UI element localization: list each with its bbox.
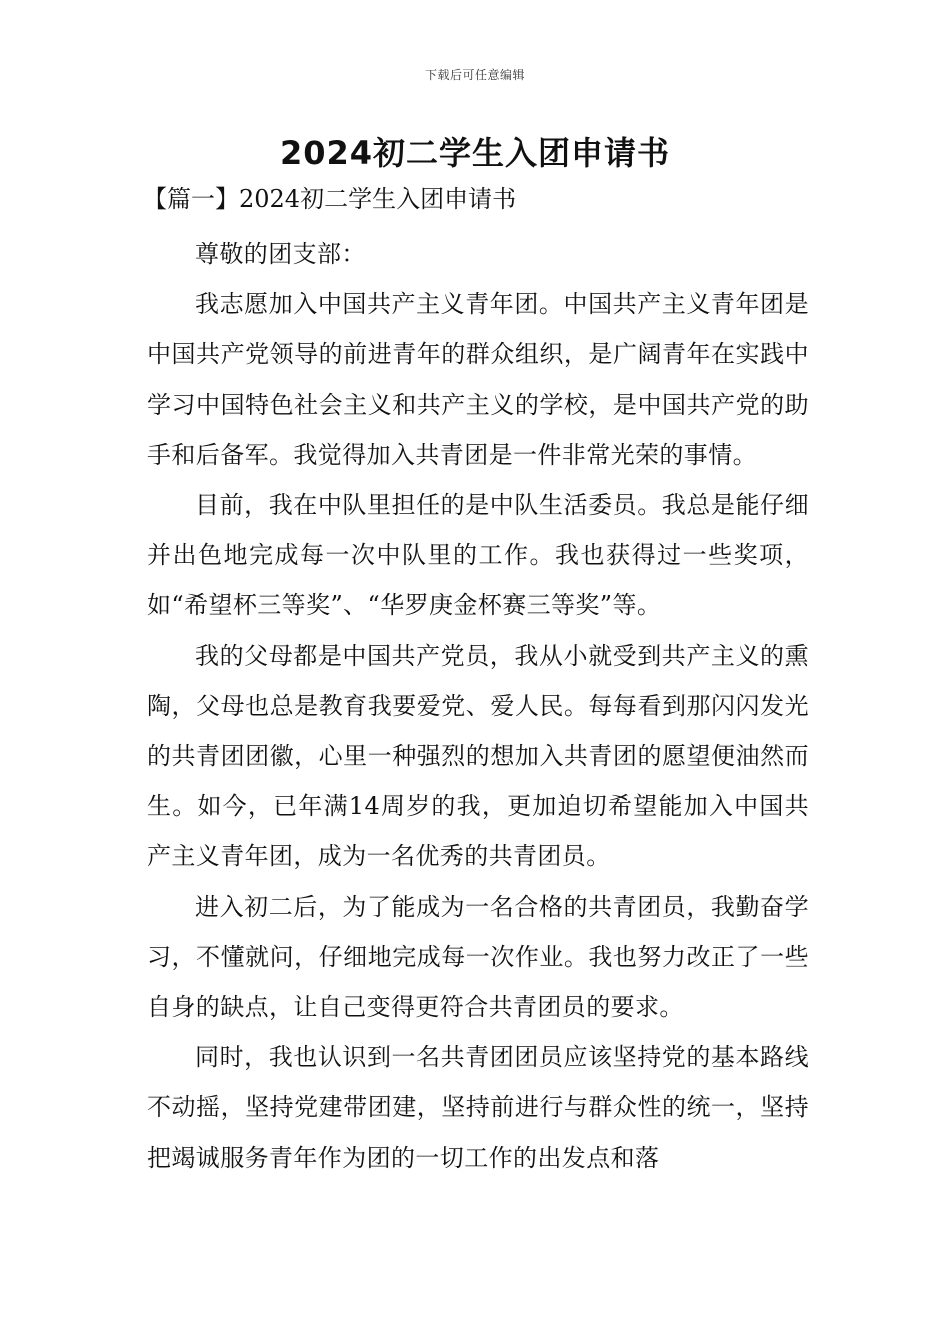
paragraph-5: 同时，我也认识到一名共青团团员应该坚持党的基本路线不动摇，坚持党建带团建，坚持前进行与群众性的统一，坚持把竭诚服务青年作为团的一切工作的出发点和落 xyxy=(147,1043,809,1172)
section-heading: 【篇一】2024初二学生入团申请书 xyxy=(143,185,517,213)
paragraph-4: 进入初二后，为了能成为一名合格的共青团员，我勤奋学习，不懂就问，仔细地完成每一次作业。我也努力改正了一些自身的缺点，让自己变得更符合共青团员的要求。 xyxy=(147,892,809,1022)
paragraph-3: 我的父母都是中国共产党员，我从小就受到共产主义的熏陶，父母也总是教育我要爱党、爱人民。每每看到那闪闪发光的共青团团徽，心里一种强烈的想加入共青团的愿望便油然而生。如今，已年满14周岁的我，更加迫切希望能加入中国共产主义青年团，成为一名优秀的共青团员。 xyxy=(147,641,809,871)
paragraph-2: 目前，我在中队里担任的是中队生活委员。我总是能仔细并出色地完成每一次中队里的工作。我也获得过一些奖项，如“希望杯三等奖”、“华罗庚金杯赛三等奖”等。 xyxy=(147,491,809,620)
document-title: 2024初二学生入团申请书 xyxy=(279,134,671,172)
paragraph-1: 我志愿加入中国共产主义青年团。中国共产主义青年团是中国共产党领导的前进青年的群众组织，是广阔青年在实践中学习中国特色社会主义和共产主义的学校，是中国共产党的助手和后备军。我觉得加入共青团是一件非常光荣的事情。 xyxy=(147,290,809,469)
salutation: 尊敬的团支部： xyxy=(195,240,366,268)
page-header: 下载后可任意编辑 xyxy=(424,68,525,82)
document-body xyxy=(143,183,809,1183)
